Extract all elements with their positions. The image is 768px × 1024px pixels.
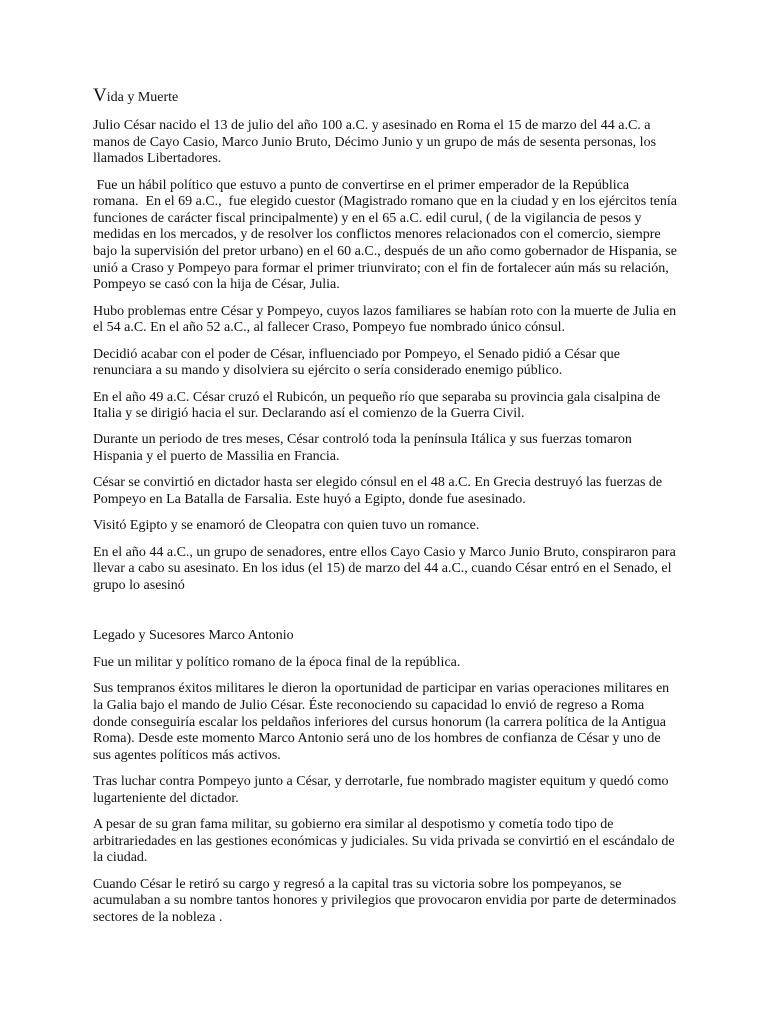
- paragraph: Hubo problemas entre César y Pompeyo, cuyos lazos familiares se habían roto con la muerte de Julia en el 54 a.C. En el año 52 a.C., al fallecer Craso, Pompeyo fue nombrado único cónsul.: [93, 303, 677, 336]
- document-page: [93, 85, 681, 936]
- paragraph: Decidió acabar con el poder de César, influenciado por Pompeyo, el Senado pidió a César que renunciara a su mando y disolviera su ejército o sería considerado enemigo público.: [93, 346, 620, 379]
- paragraph: Visitó Egipto y se enamoró de Cleopatra con quien tuvo un romance.: [93, 518, 480, 534]
- paragraph: En el año 44 a.C., un grupo de senadores, entre ellos Cayo Casio y Marco Junio Bruto, conspiraron para llevar a cabo su asesinato. En los idus (el 15) de marzo del 44 a.C., cuando César entró en el Senado, el grupo lo asesinó: [93, 544, 676, 594]
- paragraph: Sus tempranos éxitos militares le dieron la oportunidad de participar en varias operaciones militares en la Galia bajo el mando de Julio César. Éste reconociendo su capacidad lo envió de regreso a Roma donde conseguiría escalar los peldaños inferiores del cursus honorum (la carrera política de la Antigua Roma). Desde este momento Marco Antonio será uno de los hombres de confianza de César y uno de sus agentes políticos más activos.: [93, 681, 670, 763]
- paragraph: Fue un militar y político romano de la época final de la república.: [93, 655, 461, 671]
- paragraph: Tras luchar contra Pompeyo junto a César, y derrotarle, fue nombrado magister equitum y quedó como lugarteniente del dictador.: [93, 774, 669, 806]
- heading-initial-letter: V: [93, 85, 107, 106]
- paragraph: Julio César nacido el 13 de julio del año 100 a.C. y asesinado en Roma el 15 de marzo del 44 a.C. a manos de Cayo Casio, Marco Junio Bruto, Décimo Junio y un grupo de más de sesenta personas, los llamados Libertadores.: [93, 118, 657, 167]
- section-spacer: [93, 604, 678, 628]
- paragraph: A pesar de su gran fama militar, su gobierno era similar al despotismo y cometía todo tipo de arbitrariedades en las gestiones económicas y judiciales. Su vida privada se convirtió en el escándalo de la ciudad.: [93, 817, 675, 866]
- paragraph: En el año 49 a.C. César cruzó el Rubicón, un pequeño río que separaba su provincia gala cisalpina de Italia y se dirigió hacia el sur. Declarando así el comienzo de la Guerra Civil.: [93, 389, 661, 422]
- paragraph: Fue un hábil político que estuvo a punto de convertirse en el primer emperador de la República romana. En el 69 a.C., fue elegido cuestor (Magistrado romano que en la ciudad y en los ejércitos tenía funciones de carácter fiscal principalmente) y en el 65 a.C. edil curul, ( de la vigilancia de pesos y medidas en los mercados, y de resolver los conflictos menores relacionados con el comercio, siempre bajo la supervisión del pretor urbano) en el 60 a.C., después de un año como gobernador de Hispania, se unió a Craso y Pompeyo para formar el primer triunvirato; con el fin de fortalecer aún más su relación, Pompeyo se casó con la hija de César, Julia.: [93, 177, 681, 293]
- paragraph: César se convirtió en dictador hasta ser elegido cónsul en el 48 a.C. En Grecia destruyó las fuerzas de Pompeyo en La Batalla de Farsalia. Este huyó a Egipto, donde fue asesinado.: [93, 475, 663, 508]
- paragraph: Cuando César le retiró su cargo y regresó a la capital tras su victoria sobre los pompeyanos, se acumulaban a su nombre tantos honores y privilegios que provocaron envidia por parte de determinados sectores de la nobleza .: [93, 876, 677, 925]
- section-heading-vida-y-muerte: [93, 86, 678, 108]
- paragraph: Durante un periodo de tres meses, César controló toda la península Itálica y sus fuerzas tomaron Hispania y el puerto de Massilia en Francia.: [93, 432, 632, 465]
- heading-rest: ida y Muerte: [106, 90, 179, 105]
- section-heading-legado: Legado y Sucesores Marco Antonio: [93, 628, 294, 644]
